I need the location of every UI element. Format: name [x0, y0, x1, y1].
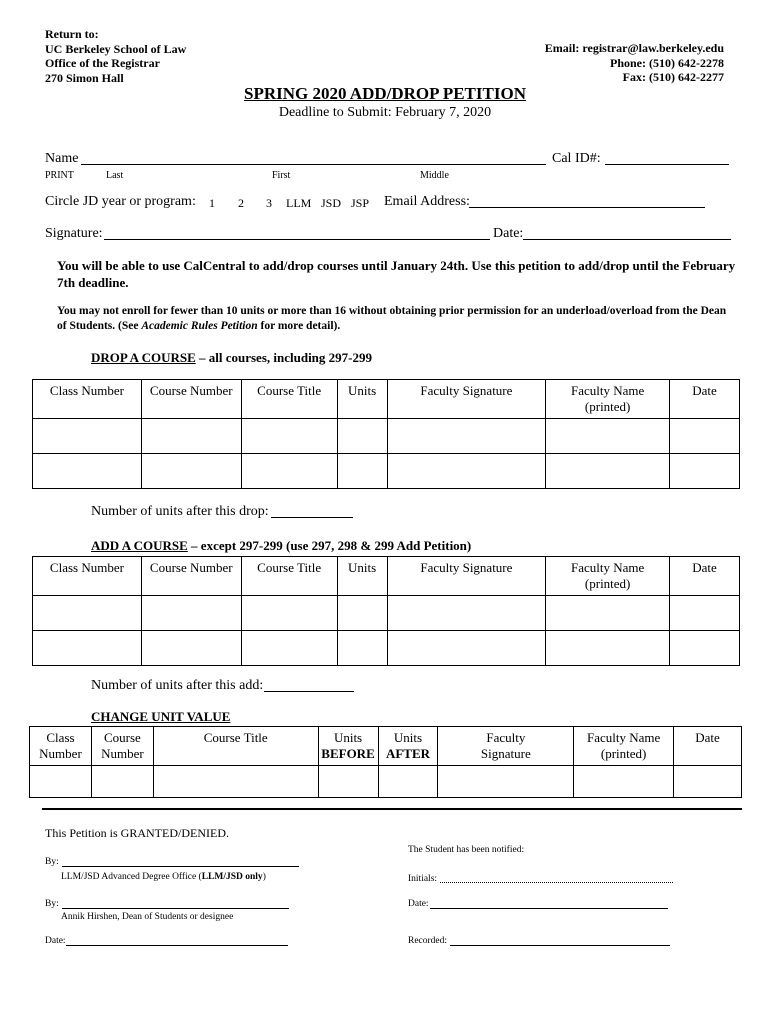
add-table: [32, 556, 740, 666]
email-field[interactable]: [469, 207, 705, 208]
change-col-units-before: [318, 727, 378, 766]
table-cell[interactable]: [318, 766, 378, 798]
add-col-course-title: Course Title: [241, 557, 337, 596]
llm-office-close: ): [262, 872, 266, 882]
table-cell[interactable]: [33, 419, 142, 454]
by-label-1: By:: [45, 857, 59, 867]
return-to-label: Return to:: [45, 27, 99, 41]
by-field-2[interactable]: [62, 908, 289, 909]
table-cell[interactable]: [670, 454, 740, 489]
office-name: Office of the Registrar: [45, 56, 160, 70]
table-cell[interactable]: [337, 419, 387, 454]
student-notified-label: The Student has been notified:: [408, 845, 525, 855]
program-option-jsd[interactable]: JSD: [321, 196, 342, 210]
change-col-course-number: [91, 727, 153, 766]
table-cell[interactable]: [378, 766, 438, 798]
change-col-faculty-name-1: Faculty Name: [586, 730, 661, 745]
table-cell[interactable]: [337, 454, 387, 489]
table-cell[interactable]: [30, 766, 92, 798]
table-cell[interactable]: [387, 419, 546, 454]
change-col-class: Class: [46, 730, 75, 745]
table-cell[interactable]: [387, 596, 546, 631]
change-col-course-title: Course Title: [153, 727, 318, 766]
units-notice-text-b: for more detail).: [257, 320, 341, 332]
add-heading-rest: – except 297-299 (use 297, 298 & 299 Add Petition): [187, 538, 472, 553]
llm-office-text: LLM/JSD Advanced Degree Office (: [61, 872, 202, 882]
drop-col-class-number: Class Number: [33, 380, 142, 419]
drop-col-faculty-signature: Faculty Signature: [387, 380, 546, 419]
table-cell[interactable]: [387, 631, 546, 666]
change-col-printed: (printed): [600, 746, 647, 761]
change-header-row: [30, 727, 742, 766]
table-cell[interactable]: [141, 596, 241, 631]
recorded-label: Recorded:: [408, 936, 448, 946]
print-label: PRINT: [45, 170, 74, 181]
table-cell[interactable]: [546, 454, 670, 489]
date-field-dean[interactable]: [66, 945, 288, 946]
drop-heading: [91, 350, 372, 366]
date-field[interactable]: [523, 239, 731, 240]
table-cell[interactable]: [337, 596, 387, 631]
by-label-2: By:: [45, 899, 59, 909]
drop-col-units: Units: [337, 380, 387, 419]
drop-heading-underlined: DROP A COURSE: [91, 350, 196, 365]
add-heading: [91, 538, 471, 554]
program-option-2[interactable]: 2: [238, 196, 244, 210]
table-row: [33, 454, 740, 489]
contact-info: [545, 41, 724, 85]
change-col-units-after: [378, 727, 438, 766]
return-address: [45, 27, 186, 85]
dean-label: Annik Hirshen, Dean of Students or designee: [61, 912, 234, 922]
program-option-3[interactable]: 3: [266, 196, 272, 210]
signature-field[interactable]: [104, 239, 490, 240]
circle-program-label: Circle JD year or program:: [45, 194, 196, 209]
table-cell[interactable]: [438, 766, 574, 798]
deadline-text: Deadline to Submit: February 7, 2020: [278, 105, 492, 120]
calid-field[interactable]: [605, 164, 729, 165]
table-cell[interactable]: [91, 766, 153, 798]
table-cell[interactable]: [33, 454, 142, 489]
table-cell[interactable]: [141, 631, 241, 666]
llm-only-text: LLM/JSD only: [201, 872, 263, 882]
add-heading-underlined: ADD A COURSE: [91, 538, 188, 553]
drop-col-date: Date: [670, 380, 740, 419]
change-table: [29, 726, 742, 798]
table-cell[interactable]: [337, 631, 387, 666]
date-label-office: Date:: [408, 899, 429, 909]
change-col-units-after-1: Units: [393, 730, 423, 745]
add-col-faculty-signature: Faculty Signature: [387, 557, 546, 596]
initials-field[interactable]: [440, 882, 673, 883]
add-col-course-number: Course Number: [141, 557, 241, 596]
table-cell[interactable]: [33, 596, 142, 631]
table-cell[interactable]: [670, 596, 740, 631]
change-col-class-number: [30, 727, 92, 766]
last-label: Last: [106, 170, 124, 181]
table-row: [33, 596, 740, 631]
drop-col-faculty-name: Faculty Name (printed): [546, 380, 670, 419]
add-col-units: Units: [337, 557, 387, 596]
table-cell[interactable]: [241, 454, 337, 489]
table-cell[interactable]: [241, 596, 337, 631]
email-label: Email Address:: [384, 194, 470, 209]
table-cell[interactable]: [546, 419, 670, 454]
units-after-add-field[interactable]: [264, 691, 354, 692]
table-cell[interactable]: [670, 419, 740, 454]
office-room: 270 Simon Hall: [45, 70, 124, 85]
by-field-1[interactable]: [62, 866, 299, 867]
table-cell[interactable]: [141, 454, 241, 489]
add-col-faculty-name: Faculty Name (printed): [546, 557, 670, 596]
date-label-dean: Date:: [45, 936, 66, 946]
contact-email: Email: registrar@law.berkeley.edu: [544, 41, 724, 55]
program-option-llm[interactable]: LLM: [286, 196, 312, 210]
school-name: UC Berkeley School of Law: [45, 41, 187, 56]
change-col-date: Date: [674, 727, 742, 766]
change-col-course-number-2: Number: [101, 746, 144, 761]
change-col-class-number-2: Number: [39, 746, 82, 761]
units-after-drop-label: Number of units after this drop:: [91, 504, 269, 519]
table-cell[interactable]: [387, 454, 546, 489]
units-after-drop-field[interactable]: [271, 517, 353, 518]
contact-phone: Phone: (510) 642-2278: [610, 55, 724, 70]
change-heading: CHANGE UNIT VALUE: [91, 709, 231, 724]
recorded-field[interactable]: [450, 945, 670, 946]
units-notice-text-a: You may not enroll for fewer than 10 units or more than 16 without obtaining prior permission for an underload/overload from the Dean of Students. (See: [57, 305, 727, 332]
name-field[interactable]: [81, 164, 546, 165]
table-cell[interactable]: [546, 631, 670, 666]
add-col-class-number: Class Number: [33, 557, 142, 596]
signature-label: Signature:: [45, 226, 103, 241]
form-title: SPRING 2020 ADD/DROP PETITION: [244, 84, 526, 103]
table-cell[interactable]: [141, 419, 241, 454]
drop-col-course-number: Course Number: [141, 380, 241, 419]
table-row: [33, 631, 740, 666]
granted-denied-text: This Petition is GRANTED/DENIED.: [45, 826, 229, 840]
table-cell[interactable]: [674, 766, 742, 798]
change-col-faculty-signature: [438, 727, 574, 766]
change-col-units-before-1: Units: [333, 730, 363, 745]
section-divider: [42, 808, 742, 810]
table-row: [30, 766, 742, 798]
table-cell[interactable]: [670, 631, 740, 666]
initials-label: Initials:: [408, 874, 438, 884]
change-col-units-before-2: BEFORE: [321, 746, 375, 761]
units-notice: [57, 304, 737, 334]
units-notice-italic: Academic Rules Petition: [141, 320, 258, 332]
change-col-signature: Signature: [480, 746, 531, 761]
change-col-units-after-2: AFTER: [385, 746, 431, 761]
name-label: Name: [45, 151, 79, 166]
table-cell[interactable]: [546, 596, 670, 631]
drop-table: [32, 379, 740, 489]
table-row: [33, 419, 740, 454]
table-cell[interactable]: [574, 766, 674, 798]
units-after-add-label: Number of units after this add:: [91, 678, 264, 693]
table-cell[interactable]: [241, 631, 337, 666]
llm-office-label: [61, 872, 266, 882]
add-header-row: [33, 557, 740, 596]
first-label: First: [272, 170, 291, 181]
drop-header-row: [33, 380, 740, 419]
drop-heading-rest: – all courses, including 297-299: [195, 350, 372, 365]
contact-fax: Fax: (510) 642-2277: [622, 70, 724, 84]
change-col-faculty-name: [574, 727, 674, 766]
table-cell[interactable]: [241, 419, 337, 454]
program-option-1[interactable]: 1: [209, 196, 215, 210]
change-col-faculty: Faculty: [486, 730, 526, 745]
program-option-jsp[interactable]: JSP: [351, 196, 370, 210]
table-cell[interactable]: [33, 631, 142, 666]
add-col-date: Date: [670, 557, 740, 596]
change-col-course: Course: [104, 730, 141, 745]
date-field-office[interactable]: [430, 908, 668, 909]
table-cell[interactable]: [153, 766, 318, 798]
calcentral-notice: You will be able to use CalCentral to add/drop courses until January 24th. Use this petition to add/drop until the February 7th deadline.: [57, 258, 736, 290]
middle-label: Middle: [420, 170, 449, 181]
date-label: Date:: [493, 226, 524, 241]
drop-col-course-title: Course Title: [241, 380, 337, 419]
calid-label: Cal ID#:: [552, 151, 601, 166]
